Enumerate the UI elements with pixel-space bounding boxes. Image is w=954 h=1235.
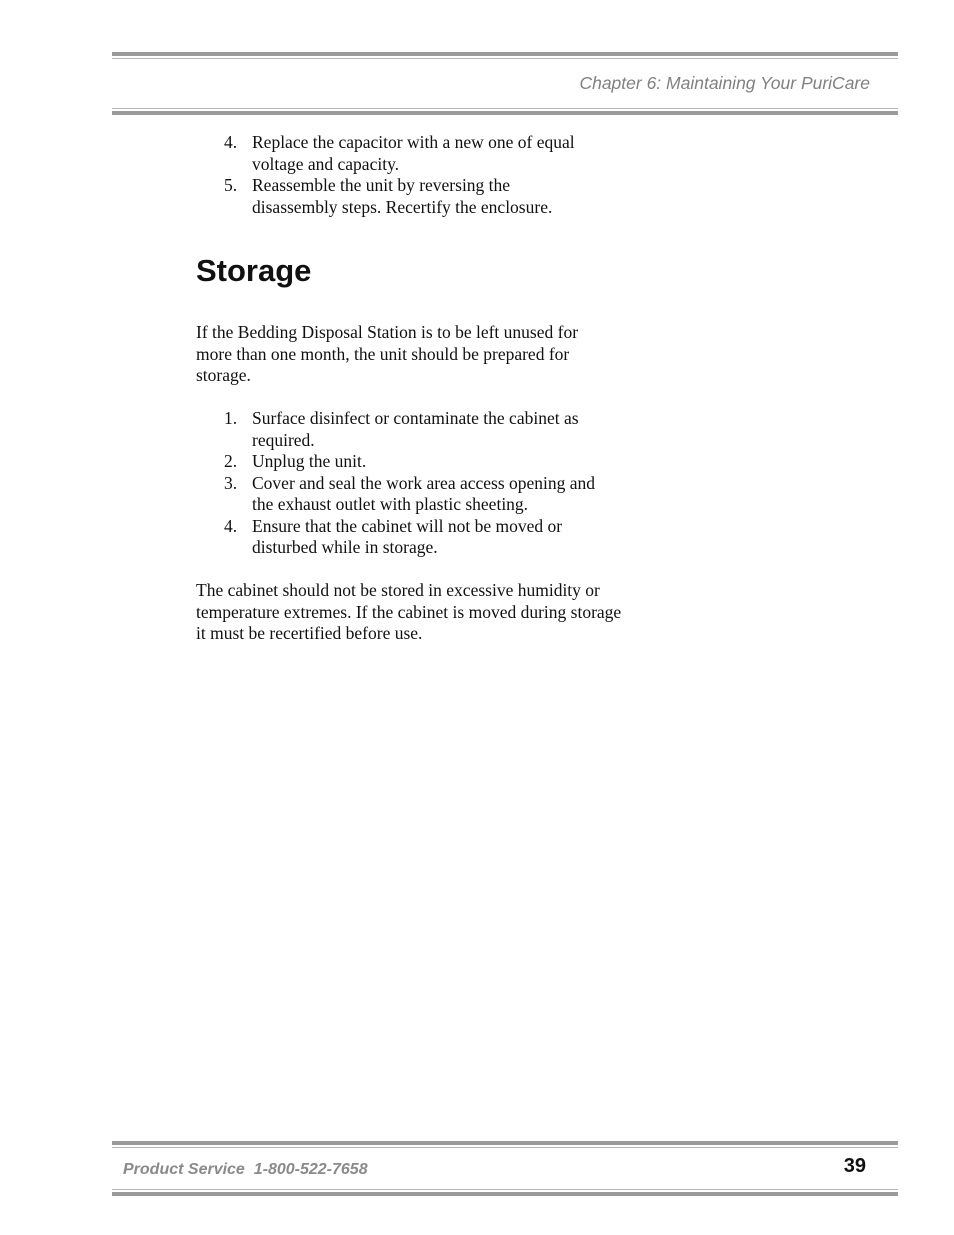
list-item-text: Surface disinfect or contaminate the cabinet as required. [252,408,579,450]
list-item-text: Cover and seal the work area access opening and the exhaust outlet with plastic sheeting. [252,472,596,514]
list-item-text: Reassemble the unit by reversing the disassembly steps. Recertify the enclosure. [252,175,553,217]
storage-steps-list [196,408,636,559]
list-item [196,132,636,175]
section-closing: The cabinet should not be stored in excessive humidity or temperature extremes. If the cabinet is moved during storage it must be recertified before use. [196,580,622,643]
page-number: 39 [843,1155,866,1177]
list-item-text: Unplug the unit. [252,451,367,471]
chapter-header: Chapter 6: Maintaining Your PuriCare [579,73,870,93]
footer-top-rule-thin [112,1147,898,1148]
page-content [196,132,636,643]
continued-steps-list [196,132,636,218]
list-item-text: Replace the capacitor with a new one of equal voltage and capacity. [252,132,575,174]
list-item-number: 5. [224,175,238,195]
header-bottom-rule [112,111,898,115]
header-bottom-rule-thin [112,108,898,109]
footer-bottom-rule-thin [112,1189,898,1190]
list-item [196,175,636,218]
list-item-number: 2. [224,451,238,471]
header-top-rule [112,52,898,56]
product-service-phone: Product Service 1-800-522-7658 [123,1161,368,1178]
list-item [196,451,636,473]
list-item-number: 3. [224,472,238,493]
section-intro: If the Bedding Disposal Station is to be left unused for more than one month, the unit should be prepared for storage. [196,322,579,385]
footer-top-rule [112,1141,898,1145]
header-top-rule-thin [112,58,898,59]
section-title: Storage [196,253,312,288]
footer-bottom-rule [112,1192,898,1196]
list-item [196,473,636,516]
list-item-number: 4. [224,132,238,152]
list-item-text: Ensure that the cabinet will not be moved or disturbed while in storage. [252,515,563,557]
list-item-number: 1. [224,408,238,428]
list-item [196,516,636,559]
list-item [196,408,636,451]
list-item-number: 4. [224,515,238,536]
